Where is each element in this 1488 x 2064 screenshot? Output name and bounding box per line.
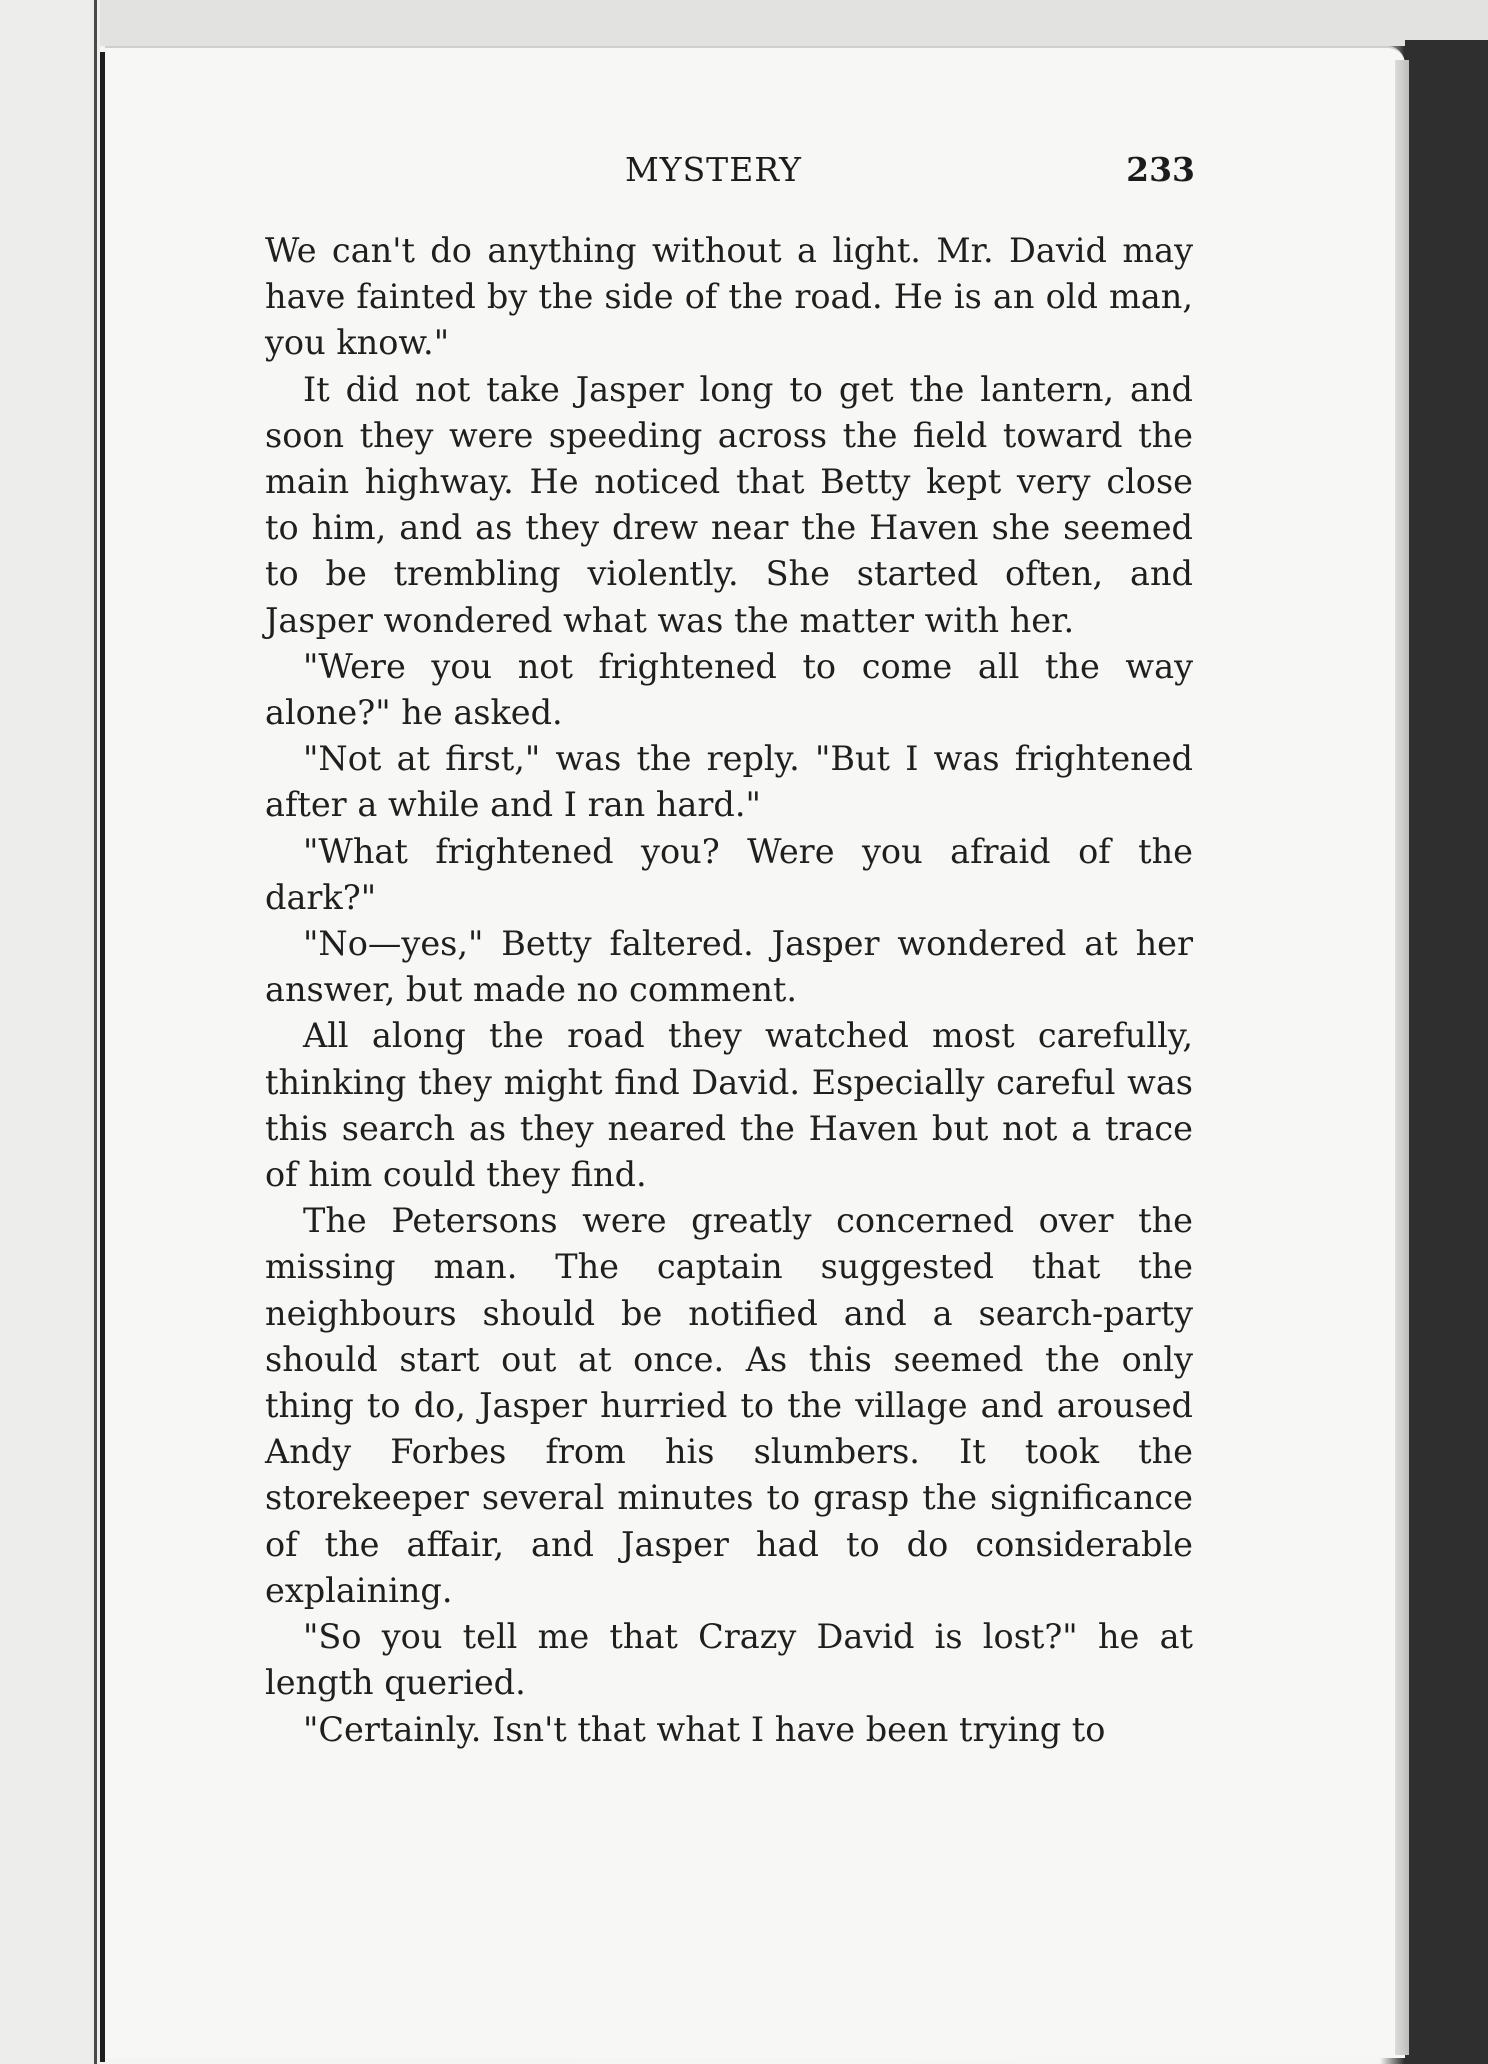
running-head — [265, 150, 1195, 200]
page-number: 233 — [1126, 150, 1195, 189]
paragraph: The Petersons were greatly concerned over the missing man. The captain suggested that the neighbours should be notified and a search-party should start out at once. As this seemed the only thing to do, Jasper hurried to the village and aroused Andy Forbes from his slumbers. It took the storekeeper several minutes to grasp the significance of the affair, and Jasper had to do considerable explaining. — [265, 1201, 1193, 1610]
paragraph: "So you tell me that Crazy David is lost?" he at length queried. — [265, 1617, 1193, 1703]
book-cover-edge — [1405, 40, 1488, 2064]
paragraph: We can't do anything without a light. Mr. David may have fainted by the side of the road. He is an old man, you know." — [265, 231, 1193, 363]
paragraph: All along the road they watched most carefully, thinking they might find David. Especially careful was this search as they neared the Haven but not a trace of him could they find. — [265, 1016, 1193, 1195]
paragraph: "No—yes," Betty faltered. Jasper wondered at her answer, but made no comment. — [265, 924, 1193, 1010]
facing-page-edge — [0, 0, 100, 2064]
gutter-line — [100, 52, 105, 2062]
paragraph: "Certainly. Isn't that what I have been trying to — [303, 1709, 1106, 1749]
running-title: MYSTERY — [625, 150, 802, 189]
page-stack-edge — [1395, 60, 1409, 2055]
paragraph: "What frightened you? Were you afraid of the dark?" — [265, 831, 1193, 917]
body-text — [265, 228, 1193, 1753]
scan-top-margin — [0, 0, 1488, 46]
binding-edge — [94, 0, 97, 2064]
paragraph: It did not take Jasper long to get the lantern, and soon they were speeding across the field toward the main highway. He noticed that Betty kept very close to him, and as they drew near the Haven she seemed to be trembling violently. She started often, and Jasper wondered what was the matter with her. — [265, 369, 1193, 640]
paragraph: "Not at first," was the reply. "But I was frightened after a while and I ran hard." — [265, 739, 1193, 825]
paragraph: "Were you not frightened to come all the way alone?" he asked. — [265, 646, 1193, 733]
